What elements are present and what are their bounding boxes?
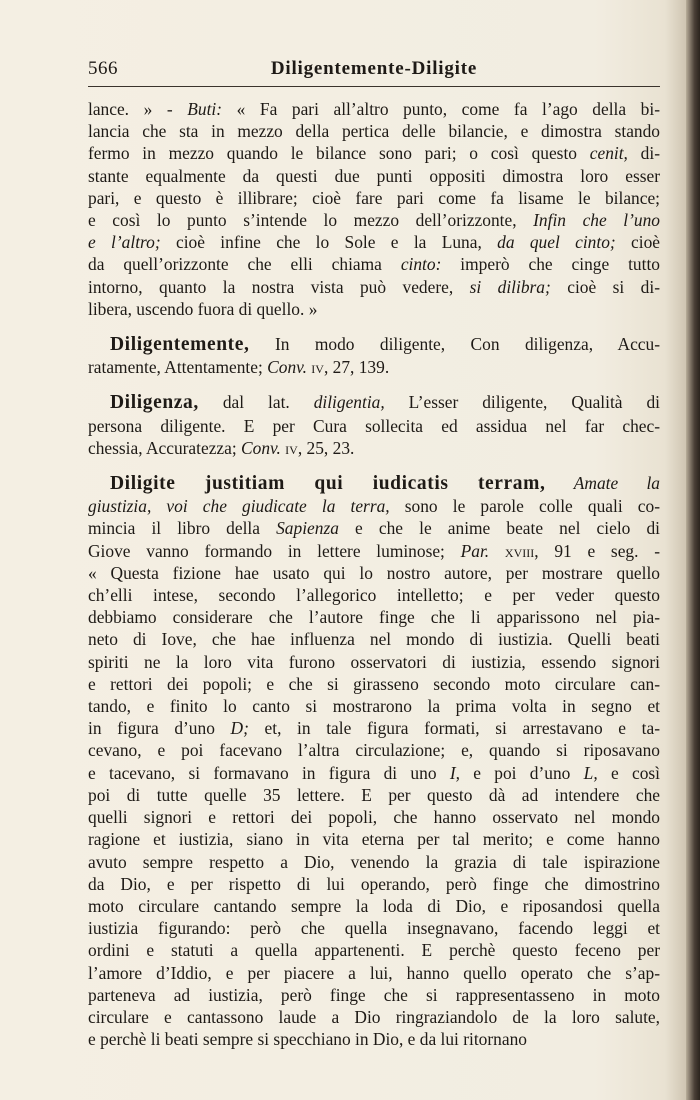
text-segment: Infin che l’uno [533,210,661,231]
text-segment: ordini e statuti a quella appartenenti. E perchè questo feceno per [88,940,660,961]
text-segment [545,473,573,493]
text-segment: e tacevano, si formavano in figura di uno [88,762,450,783]
text-line [88,962,660,984]
text-line [88,1006,660,1028]
text-line [88,562,660,584]
text-segment: tando, e finito lo canto si mostrarono la prima volta in segno et [88,696,660,717]
text-line [88,231,660,253]
text-segment: debbiamo considerare che l’autore finge che li apparissono nel pia- [88,607,660,628]
text-segment: « Questa fizione hae usato qui lo nostro autore, per mostrare quello [88,562,660,583]
entry-headword: Diligentemente, [110,334,250,356]
entry-headword: Diligenza, [110,392,199,414]
text-segment: , 91 e seg. - [534,540,660,561]
text-segment: D; [230,718,249,739]
text-line [88,606,660,628]
text-segment: ratamente, Attentamente; [88,357,268,378]
text-segment: iv [311,357,324,378]
text-line [88,472,660,495]
text-segment: cenit, [589,143,628,164]
text-segment: , 25, 23. [297,437,355,458]
text-segment: in figura d’uno [88,718,231,739]
text-segment: mincia il libro della [88,518,277,539]
text-segment: iv [285,437,298,458]
text-segment: Buti: [187,99,223,119]
text-segment: ch’elli intese, secondo l’allegorico intelletto; e per veder questo [88,585,660,606]
text-line [88,540,660,562]
text-segment: moto circulare cantando sempre la loda di Dio, e riposandosi quella [88,895,660,916]
text-line [88,873,660,895]
text-line [88,142,660,164]
text-segment: fermo in mezzo quando le bilance sono pari; o così questo [88,143,590,164]
text-segment: cinto: [400,254,442,275]
text-segment: intorno, quanto la nostra vista può vedere, [88,276,470,297]
text-segment: parteneva ad iustizia, però finge che si rappresentasseno in moto [88,984,660,1005]
text-segment: Sapienza [276,518,339,539]
text-line [88,762,660,784]
text-segment: avuto sempre respetto a Dio, venendo la grazia di tale ispirazione [88,851,660,872]
text-segment: persona diligente. E per Cura sollecita ed assidua nel far chec- [88,415,660,436]
text-segment: da quell’orizzonte che elli chiama [88,254,401,275]
text-segment: da Dio, e per rispetto di lui operando, però finge che dimostrino [88,873,660,894]
text-segment: libera, uscendo fuora di quello. » [88,298,318,319]
text-line [88,253,660,275]
text-line [88,120,660,142]
text-segment: neto di Iove, che hae influenza nel mondo di iustizia. Quelli beati [88,629,660,650]
text-line [88,517,660,539]
text-segment: In modo diligente, Con diligenza, Accu- [249,334,660,355]
text-line [88,784,660,806]
text-segment: da quel cinto; [497,232,616,253]
dictionary-entries [88,333,660,1050]
text-segment: et, in tale figura formati, si arrestavano e ta- [248,718,660,739]
text-line [88,165,660,187]
text-segment: e così lo punto s’intende lo mezzo dell’orizzonte, [88,210,534,231]
text-segment: si dilibra; [469,276,551,297]
text-line [88,673,660,695]
page-header [88,56,660,87]
text-line [88,187,660,209]
text-segment: Giove vanno formando in lettere luminose; [88,540,461,561]
text-segment: L, [583,762,598,783]
dictionary-entry [88,333,660,378]
text-segment: ragione et iustizia, siano in vita eterna per tal merito; e come hanno [88,829,660,850]
text-segment: imperò che cinge tutto [441,254,660,275]
text-segment: stante equalmente da questi due punti oppositi dimostra loro esser [88,165,660,186]
text-segment: I, [449,762,460,783]
book-spine-shadow [686,0,700,1100]
text-segment: lancia che sta in mezzo della pertica delle bilancie, e dimostra stando [88,121,660,142]
text-segment: Conv. [267,357,307,378]
text-segment: e perchè li beati sempre si specchiano in Dio, e da lui ritornano [88,1029,527,1050]
text-segment: e che le anime beate nel cielo di [338,518,660,539]
text-line [88,276,660,298]
text-segment: cioè si di- [550,276,660,297]
text-line [88,628,660,650]
entry-headword: Diligite justitiam qui iudicatis terram, [110,473,546,495]
text-line [88,984,660,1006]
text-segment: quelli signori e rettori dei popoli, che hanno osservato nel mondo [88,807,660,828]
text-line [88,917,660,939]
page-number: 566 [88,58,118,79]
dictionary-entry [88,472,660,1050]
text-line [88,356,660,378]
text-segment: sono le parole colle quali co- [389,496,660,517]
text-line [88,415,660,437]
text-segment: e rettori dei popoli; e che si girasseno secondo moto circulare can- [88,673,660,694]
text-segment: e poi d’uno [459,762,584,783]
text-segment: spiriti ne la loro vita furono osservatori di iustizia, essendo signori [88,651,660,672]
text-segment: diligentia, [313,392,385,413]
text-segment: cioè [615,232,661,253]
text-line [88,584,660,606]
text-segment [489,541,505,561]
text-segment: « Fa pari all’altro punto, come fa l’ago della bi- [222,99,660,119]
text-segment: chessia, Accuratezza; [88,437,242,458]
text-segment: Par. [460,540,490,561]
dictionary-entry [88,391,660,459]
text-line [88,209,660,231]
text-line [88,651,660,673]
text-line [88,495,660,517]
running-head: Diligentemente-Diligite [270,58,478,79]
text-segment: giustizia, voi che giudicate la terra, [88,496,390,517]
text-segment: cevano, e poi facevano l’altra circulazione; e, quando si riposavano [88,740,660,761]
text-segment: e l’altro; [88,232,161,253]
text-segment: pari, e questo è illibrare; cioè fare pari come fa lisame le bilance; [88,187,660,208]
text-line [88,437,660,459]
text-line [88,806,660,828]
text-line [88,739,660,761]
text-segment: , 27, 139. [323,357,390,378]
text-segment: L’esser diligente, Qualità di [384,392,660,413]
text-line [88,298,660,320]
text-segment: di- [627,143,660,164]
text-segment: l’amore d’Iddio, e per piacere a lui, hanno quello operato che s’ap- [88,962,660,983]
page-body [88,98,660,1050]
text-segment: poi di tutte quelle 35 lettere. E per questo dà ad intendere che [88,784,660,805]
text-line [88,98,660,120]
continuation-paragraph [88,98,660,320]
text-segment: xviii [504,540,535,561]
text-line [88,391,660,414]
text-line [88,895,660,917]
text-line [88,851,660,873]
text-segment: Conv. [241,437,281,458]
text-segment: cioè infine che lo Sole e la Luna, [160,232,498,253]
text-segment: dal lat. [198,392,314,413]
text-segment: circulare e cantassono laude a Dio ringraziandolo de la loro salute, [88,1006,660,1027]
text-line [88,939,660,961]
text-segment: e così [597,762,661,783]
text-line [88,828,660,850]
text-line [88,1028,660,1050]
text-line [88,717,660,739]
text-segment: Amate la [573,473,660,494]
text-segment: lance. » - [88,99,188,119]
text-line [88,333,660,356]
text-line [88,695,660,717]
text-segment: iustizia figurando: però che quella insegnavano, facendo leggi et [88,918,660,939]
